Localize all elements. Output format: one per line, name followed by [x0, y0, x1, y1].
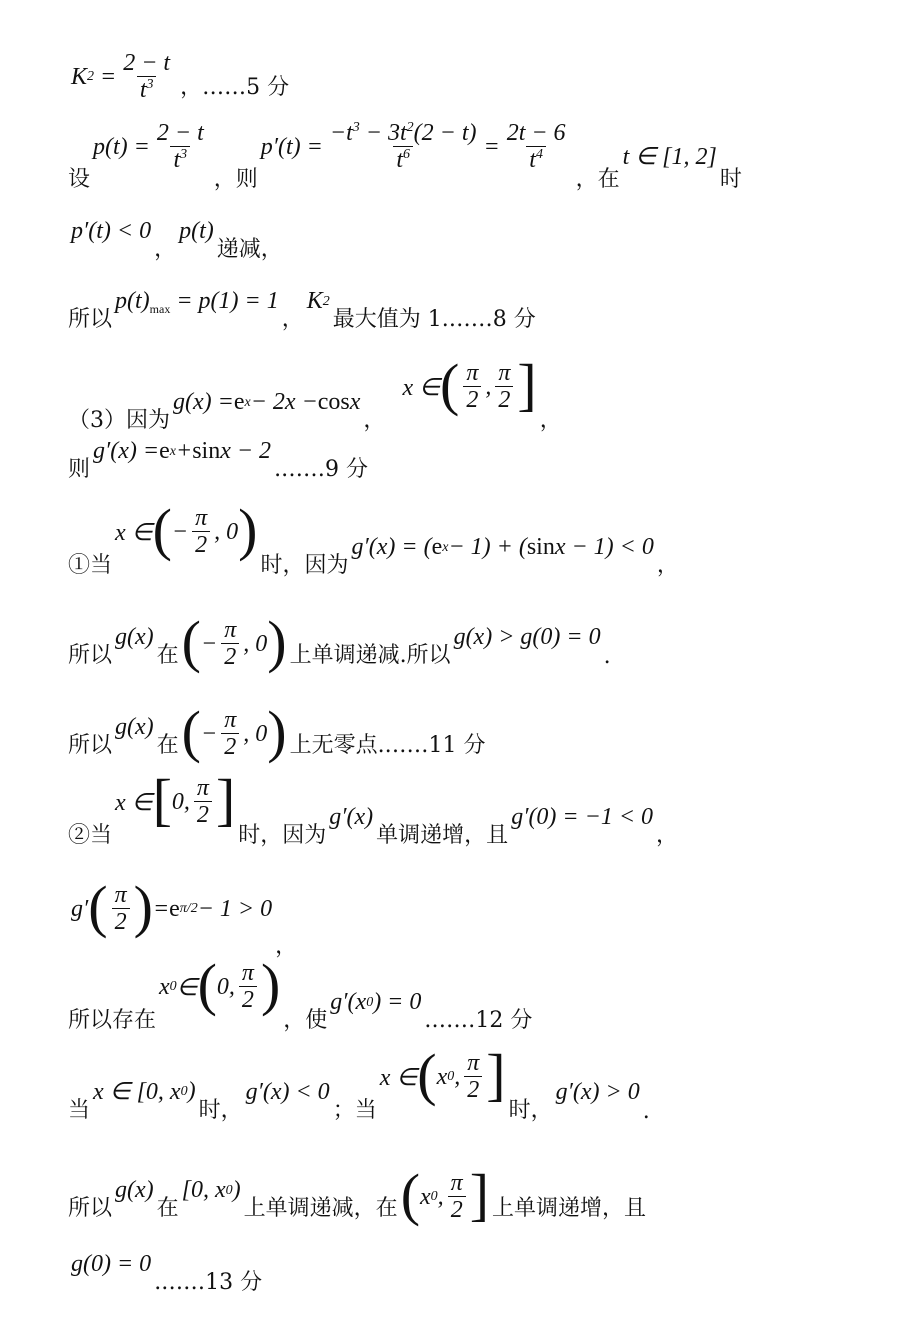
formula-k2-small: K 2 — [306, 288, 330, 314]
formula-g-prime-x: g′(x) — [329, 804, 374, 830]
formula-g-x-2: g(x) — [115, 714, 154, 740]
line-g-zero — [68, 1251, 263, 1300]
line-case-1: ①当 x ∈ ( − $\frac{\pi}{2}$ , 0 ) 时，因为 g′(x) = ( e x − 1) + ( sin x − 1) < 0 ， — [68, 497, 679, 578]
score-12: .……12 分 — [424, 1008, 533, 1033]
line-part-3: （3）因为 g(x) = e x − 2x − cos x ， x ∈ ( $\frac{\pi}{2}$ , $\frac{\pi}{2}$ ] ， — [68, 352, 562, 433]
line-sign-analysis: 当 x ∈ [0, x 0 ) 时， g′(x) < 0 ；当 x ∈ ( x 0 , $\frac{\pi}{2}$ ] 时， g′(x) > 0 . — [68, 1042, 650, 1124]
line-monotonic: 所以 g(x) 在 [0, x 0 ) 上单调递减，在 ( x 0 , $\frac{\pi}{2}$ ] 上单调递增，且 — [68, 1162, 647, 1227]
formula-x-pos-interval: x ∈ [ 0, $\frac{\pi}{2}$ ] — [115, 767, 236, 832]
line-no-zero: 所以 g(x) 在 ( − $\frac{\pi}{2}$ , 0 ) 上无零点.……11 分 — [68, 699, 486, 764]
formula-x0-interval: x 0 ∈ ( 0, $\frac{\pi}{2}$ ) — [159, 952, 281, 1017]
formula-g-x-3: g(x) — [115, 1177, 154, 1203]
formula-g-prime-zero: g′(0) = −1 < 0 — [511, 804, 654, 830]
score-8: 最大值为 1.……8 分 — [332, 307, 536, 332]
formula-0-x0-interval: [0, x 0 ) — [181, 1177, 241, 1203]
score-13: .……13 分 — [154, 1270, 263, 1295]
formula-k2: K 2 = $\frac{2 - t}{t^3}$ — [71, 50, 171, 104]
formula-x-domain: x ∈ ( $\frac{\pi}{2}$ , $\frac{\pi}{2}$ ] — [402, 352, 537, 417]
score-5: ，……5 分 — [180, 74, 290, 100]
formula-x-x0-pi2: x ∈ ( x 0 , $\frac{\pi}{2}$ ] — [379, 1042, 506, 1107]
formula-g: g(x) = e x − 2x − cos x — [173, 389, 361, 415]
formula-p-t: p(t) — [179, 218, 214, 244]
formula-g-x: g(x) — [115, 624, 154, 650]
formula-g-prime-pi2: g′ ( $\frac{\pi}{2}$ ) = e π/2 − 1 > 0 — [71, 874, 273, 939]
formula-t-interval: t ∈ [1, 2] — [622, 143, 717, 170]
formula-neg-interval-2: ( − $\frac{\pi}{2}$ , 0 ) — [181, 699, 287, 764]
line-p-decreasing: p′(t) < 0 ， p(t) 递减， — [71, 218, 283, 262]
line-case-2: ②当 x ∈ [ 0, $\frac{\pi}{2}$ ] 时，因为 g′(x) 单调递增，且 g′(0) = −1 < 0 ， — [68, 767, 679, 848]
line-g-decreasing: 所以 g(x) 在 ( − $\frac{\pi}{2}$ , 0 ) 上单调递减.所以 g(x) > g(0) = 0 . — [68, 609, 611, 674]
formula-p-derivative: p′(t) = $\frac{-t^3 - 3t^2(2 - t)}{t^6}$ = $\frac{2t - 6}{t^4}$ — [260, 120, 566, 174]
formula-neg-interval: ( − $\frac{\pi}{2}$ , 0 ) — [181, 609, 287, 674]
formula-x-0-x0: x ∈ [0, x 0 ) — [93, 1078, 196, 1105]
formula-p-max: p(t) max = p(1) = 1 — [115, 288, 279, 316]
formula-p: p(t) = $\frac{2 - t}{t^3}$ — [93, 120, 204, 174]
formula-g-gt-zero: g(x) > g(0) = 0 — [453, 624, 601, 650]
formula-g-prime-neg: g′(x) = ( e x − 1) + ( sin x − 1) < 0 — [351, 534, 654, 560]
score-11: 上无零点.……11 分 — [289, 733, 486, 758]
formula-x0-pi2-interval: ( x 0 , $\frac{\pi}{2}$ ] — [400, 1162, 490, 1227]
formula-g-0-eq-0: g(0) = 0 — [71, 1251, 152, 1277]
formula-x-neg-interval: x ∈ ( − $\frac{\pi}{2}$ , 0 ) — [115, 497, 258, 562]
line-exists-x0: 所以存在 x 0 ∈ ( 0, $\frac{\pi}{2}$ ) ，使 g′(x 0 ) = 0 .……12 分 — [68, 980, 532, 1038]
line-max-value: 所以 p(t) max = p(1) = 1 ， K 2 最大值为 1.……8 分 — [68, 302, 536, 337]
line-g-derivative: 则 g′(x) = e x + sin x − 2 .……9 分 — [68, 452, 368, 487]
line-k2-formula — [68, 50, 289, 105]
score-9: .……9 分 — [274, 457, 369, 482]
line-g-prime-pi-half: g′ ( $\frac{\pi}{2}$ ) = e π/2 − 1 > 0 ， — [71, 874, 298, 959]
formula-g-prime-x0: g′(x 0 ) = 0 — [330, 989, 422, 1015]
formula-g-prime-lt0: g′(x) < 0 — [245, 1079, 330, 1105]
formula-g-prime: g′(x) = e x + sin x − 2 — [93, 438, 272, 464]
line-define-p: 设 p(t) = $\frac{2 - t}{t^3}$ ，则 p′(t) = $\frac{-t^3 - 3t^2(2 - t)}{t^6}$ = $\frac{2t - 6}{t^4}$ ，在 t ∈ [1, 2] 时 — [68, 120, 742, 192]
formula-g-prime-gt0: g′(x) > 0 — [555, 1079, 640, 1105]
formula-p-prime-neg: p′(t) < 0 — [71, 218, 152, 244]
